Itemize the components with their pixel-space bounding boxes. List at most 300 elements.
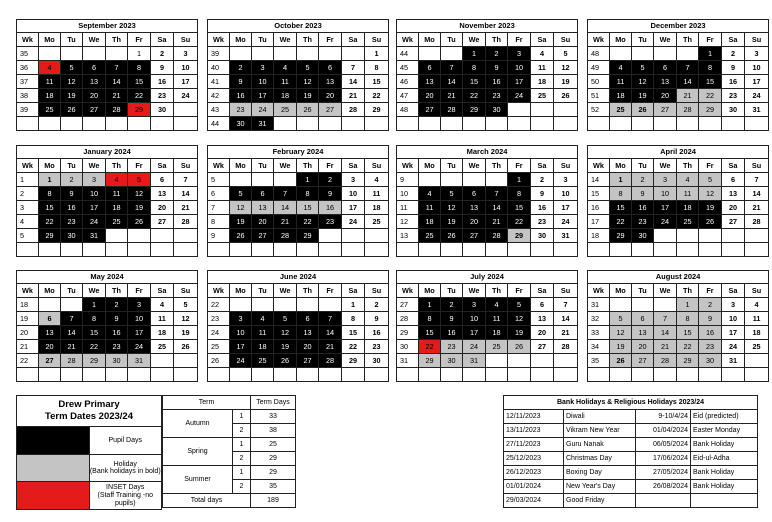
day-cell [699, 368, 722, 382]
day-cell [463, 243, 486, 257]
day-cell [531, 243, 554, 257]
day-cell: 19 [610, 340, 632, 354]
day-cell [274, 298, 297, 312]
day-cell: 28 [106, 103, 128, 117]
day-cell: 22 [297, 215, 319, 229]
day-cell: 16 [106, 326, 128, 340]
day-cell: 30 [61, 229, 83, 243]
day-header: Su [554, 33, 578, 47]
day-cell: 6 [39, 312, 61, 326]
day-cell: 11 [486, 312, 508, 326]
week-number: 23 [208, 312, 230, 326]
day-cell: 13 [632, 326, 654, 340]
day-cell: 4 [745, 298, 769, 312]
week-number: 43 [208, 103, 230, 117]
day-cell: 18 [151, 326, 174, 340]
day-cell: 26 [297, 103, 319, 117]
day-cell [342, 47, 365, 61]
day-cell: 29 [128, 103, 151, 117]
day-cell: 22 [39, 215, 61, 229]
day-cell: 21 [319, 340, 342, 354]
day-cell: 31 [463, 354, 486, 368]
day-cell [319, 298, 342, 312]
day-header: Mo [39, 33, 61, 47]
week-number [208, 368, 230, 382]
day-cell [61, 243, 83, 257]
day-cell: 26 [699, 215, 722, 229]
day-cell: 15 [677, 326, 699, 340]
day-header: Wk [588, 159, 610, 173]
day-cell: 16 [61, 201, 83, 215]
half-term-number: 2 [233, 480, 251, 494]
day-cell: 26 [632, 103, 654, 117]
day-cell: 27 [463, 229, 486, 243]
day-cell [699, 117, 722, 131]
day-cell: 17 [722, 326, 745, 340]
day-cell: 20 [722, 201, 745, 215]
day-cell: 1 [365, 47, 389, 61]
day-header: Su [745, 33, 769, 47]
day-cell: 3 [463, 298, 486, 312]
day-cell [365, 229, 389, 243]
month-title: February 2024 [208, 146, 389, 159]
day-header: Th [106, 33, 128, 47]
day-cell: 23 [319, 215, 342, 229]
day-cell [508, 243, 531, 257]
day-cell: 6 [319, 61, 342, 75]
day-cell: 18 [106, 201, 128, 215]
day-cell: 29 [342, 354, 365, 368]
day-header: Th [297, 159, 319, 173]
day-cell: 3 [230, 312, 252, 326]
day-cell: 1 [508, 173, 531, 187]
week-number: 1 [17, 173, 39, 187]
day-header: Tu [441, 284, 463, 298]
day-cell: 11 [677, 187, 699, 201]
day-cell: 1 [610, 173, 632, 187]
day-cell: 21 [174, 201, 198, 215]
day-header: Tu [441, 33, 463, 47]
day-cell: 16 [319, 201, 342, 215]
day-header: Mo [610, 284, 632, 298]
day-header: Su [174, 284, 198, 298]
term-header: Term [163, 396, 251, 410]
day-cell: 1 [342, 298, 365, 312]
day-cell: 11 [106, 187, 128, 201]
day-cell: 2 [632, 173, 654, 187]
day-cell: 11 [151, 312, 174, 326]
day-cell: 30 [486, 103, 508, 117]
week-number [397, 117, 419, 131]
day-cell: 8 [297, 187, 319, 201]
day-header: Th [486, 284, 508, 298]
day-cell: 2 [699, 298, 722, 312]
day-cell [252, 47, 274, 61]
day-cell [174, 229, 198, 243]
day-cell [677, 243, 699, 257]
day-cell: 7 [486, 187, 508, 201]
week-number: 6 [208, 187, 230, 201]
week-number: 9 [208, 229, 230, 243]
week-number: 30 [397, 340, 419, 354]
term-days-value: 35 [251, 480, 296, 494]
day-cell: 7 [554, 298, 578, 312]
day-cell [610, 243, 632, 257]
day-header: Su [745, 284, 769, 298]
day-header: Sa [722, 33, 745, 47]
day-cell: 24 [745, 89, 769, 103]
week-number: 7 [208, 201, 230, 215]
day-cell: 12 [554, 61, 578, 75]
day-cell: 26 [441, 229, 463, 243]
day-header: Tu [632, 159, 654, 173]
day-cell: 8 [39, 187, 61, 201]
day-cell: 19 [554, 75, 578, 89]
day-header: Fr [128, 33, 151, 47]
day-cell [128, 243, 151, 257]
week-number: 22 [17, 354, 39, 368]
month-title: August 2024 [588, 271, 769, 284]
day-cell: 16 [486, 75, 508, 89]
day-cell: 12 [699, 187, 722, 201]
day-header: Wk [17, 284, 39, 298]
day-cell [441, 368, 463, 382]
day-cell: 30 [531, 229, 554, 243]
day-cell: 15 [508, 201, 531, 215]
day-header: Su [365, 159, 389, 173]
day-cell: 30 [230, 117, 252, 131]
day-header: Tu [632, 33, 654, 47]
day-cell: 8 [508, 187, 531, 201]
day-cell [610, 117, 632, 131]
day-cell: 30 [106, 354, 128, 368]
day-cell [508, 117, 531, 131]
day-cell: 25 [252, 354, 274, 368]
month-title: January 2024 [17, 146, 198, 159]
day-cell [106, 229, 128, 243]
day-cell: 13 [39, 326, 61, 340]
week-number: 18 [588, 229, 610, 243]
day-cell: 2 [106, 298, 128, 312]
day-cell: 31 [83, 229, 106, 243]
month-calendar [16, 19, 197, 131]
pupil-days-label: Pupil Days [89, 427, 162, 455]
holiday-name [691, 494, 758, 508]
day-cell: 19 [441, 215, 463, 229]
day-cell [632, 117, 654, 131]
day-cell: 26 [554, 89, 578, 103]
day-cell: 30 [151, 103, 174, 117]
day-cell [174, 103, 198, 117]
month-calendar [587, 19, 768, 131]
day-header: Th [677, 284, 699, 298]
day-header: Tu [61, 159, 83, 173]
day-cell: 6 [419, 61, 441, 75]
week-number: 45 [397, 61, 419, 75]
day-cell [745, 229, 769, 243]
day-cell: 9 [365, 312, 389, 326]
day-cell [654, 47, 677, 61]
day-cell [106, 368, 128, 382]
day-cell: 4 [486, 298, 508, 312]
day-cell: 11 [252, 326, 274, 340]
day-cell [699, 243, 722, 257]
week-number: 49 [588, 61, 610, 75]
day-cell: 1 [39, 173, 61, 187]
day-cell: 15 [342, 326, 365, 340]
day-cell: 3 [83, 173, 106, 187]
day-cell: 3 [554, 173, 578, 187]
day-cell: 26 [610, 354, 632, 368]
inset-label-line2: (Staff Training -no [97, 491, 153, 499]
day-cell: 25 [151, 340, 174, 354]
day-cell: 9 [230, 75, 252, 89]
day-header: Fr [508, 159, 531, 173]
day-cell: 1 [297, 173, 319, 187]
week-number [17, 368, 39, 382]
week-number: 4 [17, 215, 39, 229]
day-header: Th [106, 159, 128, 173]
day-header: We [83, 159, 106, 173]
day-cell: 24 [508, 89, 531, 103]
day-cell [274, 117, 297, 131]
day-cell [365, 243, 389, 257]
week-number: 14 [588, 173, 610, 187]
day-header: Wk [397, 159, 419, 173]
day-cell: 11 [745, 312, 769, 326]
day-cell: 30 [441, 354, 463, 368]
day-cell [722, 368, 745, 382]
day-header: Fr [699, 159, 722, 173]
day-cell [654, 117, 677, 131]
day-cell [486, 354, 508, 368]
day-cell: 9 [441, 312, 463, 326]
day-cell: 12 [508, 312, 531, 326]
day-cell: 10 [722, 312, 745, 326]
day-cell: 28 [319, 354, 342, 368]
day-cell: 19 [128, 201, 151, 215]
day-cell [39, 298, 61, 312]
holiday-date: 26/08/2024 [636, 480, 691, 494]
day-cell: 12 [61, 75, 83, 89]
day-header: Wk [397, 284, 419, 298]
day-cell [297, 298, 319, 312]
day-cell: 6 [151, 173, 174, 187]
holiday-label-line2: (Bank holidays in bold) [89, 468, 161, 475]
half-term-number: 1 [233, 438, 251, 452]
day-cell: 10 [128, 312, 151, 326]
day-cell: 29 [463, 103, 486, 117]
day-header: We [83, 33, 106, 47]
day-cell: 17 [174, 75, 198, 89]
day-cell [365, 368, 389, 382]
holiday-name: New Year's Day [564, 480, 636, 494]
day-cell: 14 [106, 75, 128, 89]
month-title: October 2023 [208, 20, 389, 33]
day-cell [83, 243, 106, 257]
day-cell: 23 [486, 89, 508, 103]
day-header: Wk [208, 33, 230, 47]
month-calendar [16, 145, 197, 257]
day-cell: 10 [654, 187, 677, 201]
day-header: Su [174, 33, 198, 47]
day-header: Fr [699, 284, 722, 298]
day-cell: 1 [677, 298, 699, 312]
day-cell: 20 [39, 340, 61, 354]
day-cell: 14 [745, 187, 769, 201]
day-cell [508, 368, 531, 382]
week-number: 47 [397, 89, 419, 103]
term-days-table [162, 395, 295, 508]
day-cell: 20 [632, 340, 654, 354]
day-cell: 15 [365, 75, 389, 89]
holiday-date: 25/12/2023 [504, 452, 564, 466]
day-cell [722, 117, 745, 131]
day-cell: 28 [677, 103, 699, 117]
day-header: Mo [419, 284, 441, 298]
day-cell [319, 368, 342, 382]
day-header: We [274, 284, 297, 298]
day-cell: 4 [151, 298, 174, 312]
day-cell: 29 [365, 103, 389, 117]
day-cell: 23 [61, 215, 83, 229]
day-cell: 16 [722, 75, 745, 89]
week-number [208, 243, 230, 257]
day-header: Sa [342, 159, 365, 173]
day-header: Mo [419, 33, 441, 47]
day-cell: 27 [83, 103, 106, 117]
week-number: 19 [17, 312, 39, 326]
day-cell [106, 117, 128, 131]
day-cell [252, 368, 274, 382]
week-number: 31 [588, 298, 610, 312]
day-header: Wk [588, 284, 610, 298]
week-number: 40 [208, 61, 230, 75]
day-cell: 4 [365, 173, 389, 187]
day-header: Wk [208, 159, 230, 173]
day-cell: 16 [365, 326, 389, 340]
holiday-name: Christmas Day [564, 452, 636, 466]
week-number: 44 [208, 117, 230, 131]
day-cell: 17 [508, 75, 531, 89]
month-title: May 2024 [17, 271, 198, 284]
day-cell [39, 47, 61, 61]
day-cell: 14 [677, 75, 699, 89]
day-cell: 4 [39, 61, 61, 75]
day-cell: 12 [632, 75, 654, 89]
day-cell: 29 [508, 229, 531, 243]
day-cell: 5 [610, 312, 632, 326]
day-cell: 3 [508, 47, 531, 61]
day-header: Sa [342, 284, 365, 298]
day-cell [722, 229, 745, 243]
day-cell: 24 [252, 103, 274, 117]
day-cell: 29 [610, 229, 632, 243]
week-number: 27 [397, 298, 419, 312]
week-number: 10 [397, 187, 419, 201]
day-cell: 19 [699, 201, 722, 215]
day-cell: 22 [610, 215, 632, 229]
holiday-date: 17/06/2024 [636, 452, 691, 466]
day-header: Fr [319, 284, 342, 298]
day-cell [441, 47, 463, 61]
day-cell [745, 354, 769, 368]
day-cell: 7 [654, 312, 677, 326]
day-cell: 21 [106, 89, 128, 103]
day-cell [252, 298, 274, 312]
total-days-label: Total days [163, 494, 251, 508]
day-cell [419, 117, 441, 131]
day-cell [554, 103, 578, 117]
day-cell [151, 243, 174, 257]
day-cell [677, 47, 699, 61]
holiday-label [89, 455, 162, 482]
day-cell [486, 173, 508, 187]
day-cell: 23 [441, 340, 463, 354]
day-cell: 12 [297, 75, 319, 89]
day-header: Tu [252, 284, 274, 298]
school-name: Drew Primary [58, 399, 120, 410]
day-header: Wk [17, 159, 39, 173]
inset-label-line1: INSET Days [106, 483, 145, 491]
day-header: We [274, 159, 297, 173]
week-number: 17 [588, 215, 610, 229]
week-number: 20 [17, 326, 39, 340]
day-cell: 19 [230, 215, 252, 229]
day-cell [677, 117, 699, 131]
day-cell: 3 [654, 173, 677, 187]
day-cell [419, 173, 441, 187]
day-cell [128, 117, 151, 131]
day-cell: 10 [174, 61, 198, 75]
day-cell: 2 [230, 61, 252, 75]
day-cell: 1 [128, 47, 151, 61]
day-header: Su [365, 284, 389, 298]
day-cell: 21 [654, 340, 677, 354]
week-number: 46 [397, 75, 419, 89]
day-cell: 23 [230, 103, 252, 117]
term-days-value: 33 [251, 410, 296, 424]
day-header: Tu [61, 284, 83, 298]
week-number: 41 [208, 75, 230, 89]
day-cell [554, 117, 578, 131]
day-cell: 2 [441, 298, 463, 312]
holiday-swatch [17, 455, 90, 482]
day-cell: 19 [274, 340, 297, 354]
week-number: 35 [17, 47, 39, 61]
day-cell: 24 [342, 215, 365, 229]
day-header: Su [554, 284, 578, 298]
day-cell: 22 [508, 215, 531, 229]
day-cell [230, 298, 252, 312]
day-cell [83, 117, 106, 131]
day-cell: 6 [654, 61, 677, 75]
week-number: 21 [17, 340, 39, 354]
term-days-header: Term Days [251, 396, 296, 410]
day-cell: 7 [61, 312, 83, 326]
day-cell [61, 47, 83, 61]
day-cell: 13 [654, 75, 677, 89]
day-cell: 27 [252, 229, 274, 243]
day-cell: 2 [319, 173, 342, 187]
day-cell: 16 [531, 201, 554, 215]
day-header: Mo [230, 284, 252, 298]
day-cell [342, 117, 365, 131]
day-cell: 17 [745, 75, 769, 89]
month-calendar [396, 270, 577, 382]
week-number: 39 [17, 103, 39, 117]
day-cell [654, 243, 677, 257]
